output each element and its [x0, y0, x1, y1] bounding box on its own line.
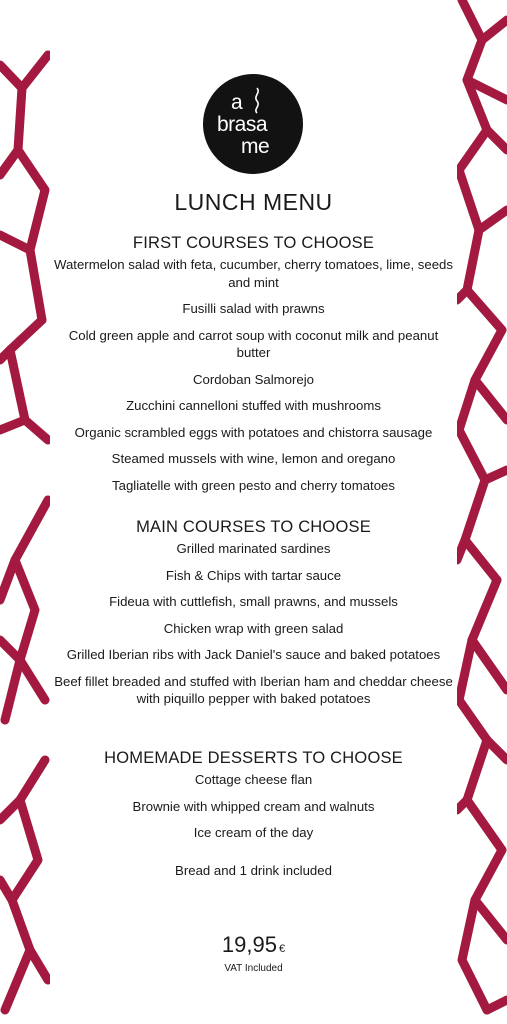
menu-item: Tagliatelle with green pesto and cherry tomatoes — [112, 477, 395, 493]
menu-item: Zucchini cannelloni stuffed with mushrooms — [126, 398, 381, 413]
desserts-heading: HOMEMADE DESSERTS TO CHOOSE — [104, 749, 403, 767]
menu-item: Organic scrambled eggs with potatoes and chistorra sausage — [74, 424, 433, 440]
logo-text-me: me — [241, 135, 270, 158]
right-decorative-border — [457, 0, 507, 1024]
included-note: Bread and 1 drink included — [175, 863, 332, 878]
first-courses-heading: FIRST COURSES TO CHOOSE — [132, 234, 375, 252]
menu-item: Beef fillet breaded and stuffed with Iberian ham and cheddar cheese with piquillo pepper with baked potatoes — [54, 673, 453, 706]
left-decorative-border — [0, 0, 50, 1024]
menu-item: Grilled marinated sardines — [176, 541, 331, 556]
menu-content — [50, 0, 457, 1024]
menu-item: Cottage cheese flan — [194, 772, 313, 787]
menu-item: Watermelon salad with feta, cucumber, cherry tomatoes, lime, seeds and mint — [54, 257, 453, 290]
flame-icon — [251, 86, 263, 114]
menu-item: Fish & Chips with tartar sauce — [165, 567, 342, 583]
price-currency: € — [278, 943, 286, 955]
logo-text-brasa: brasa — [217, 113, 268, 136]
price-amount: 19,95 — [221, 932, 277, 957]
menu-item: Chicken wrap with green salad — [163, 620, 344, 636]
menu-item: Steamed mussels with wine, lemon and oregano — [111, 451, 396, 466]
menu-item: Fusilli salad with prawns — [182, 301, 325, 316]
logo-text-a: a — [231, 91, 243, 114]
main-courses-heading: MAIN COURSES TO CHOOSE — [136, 518, 371, 536]
vat-note: VAT Included — [224, 963, 283, 974]
menu-item: Brownie with whipped cream and walnuts — [132, 798, 375, 814]
price — [50, 932, 457, 958]
menu-item: Fideua with cuttlefish, small prawns, and mussels — [109, 594, 398, 609]
menu-item: Grilled Iberian ribs with Jack Daniel's sauce and baked potatoes — [66, 647, 441, 662]
first-courses-section — [50, 233, 457, 494]
brand-logo — [203, 74, 303, 174]
menu-title: LUNCH MENU — [174, 189, 333, 215]
menu-item: Ice cream of the day — [193, 825, 314, 840]
menu-item: Cold green apple and carrot soup with coconut milk and peanut butter — [68, 327, 439, 360]
menu-item: Cordoban Salmorejo — [193, 371, 314, 387]
main-courses-section — [50, 517, 457, 708]
desserts-section — [50, 748, 457, 842]
